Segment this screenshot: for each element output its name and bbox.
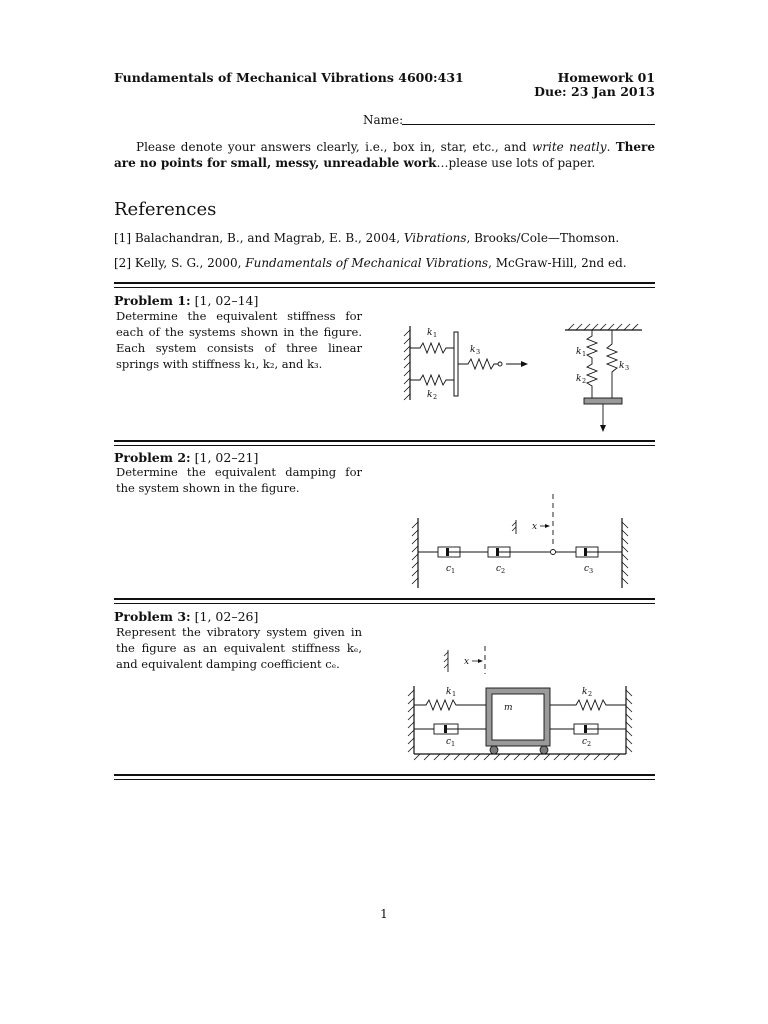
svg-text:1: 1 <box>433 331 438 339</box>
reference-2: [2] Kelly, S. G., 2000, Fundamentals of Mechanical Vibrations, McGraw-Hill, 2nd ed. <box>114 256 627 270</box>
divider <box>114 774 655 776</box>
problem-3-figure <box>400 640 640 765</box>
homework-number: Homework 01 <box>557 70 655 85</box>
k1-label: k <box>427 328 433 338</box>
svg-text:3: 3 <box>625 364 630 372</box>
mass-label: m <box>504 703 513 713</box>
svg-text:2: 2 <box>433 393 438 401</box>
problem-2-title: Problem 2: [1, 02–21] <box>114 450 259 465</box>
problem-1-title: Problem 1: [1, 02–14] <box>114 293 259 308</box>
divider <box>114 445 655 446</box>
problem-1-figure <box>400 318 660 438</box>
divider <box>114 440 655 442</box>
course-title: Fundamentals of Mechanical Vibrations 4600:431 <box>114 70 464 85</box>
divider <box>114 598 655 600</box>
problem-3-text: Represent the vibratory system given in the figure as an equivalent stiffness kₑ, and equivalent damping coefficient cₑ. <box>116 625 362 671</box>
k3-label: k <box>470 345 476 355</box>
k2-label: k <box>427 390 433 400</box>
x-label: x <box>464 657 470 667</box>
svg-text:1: 1 <box>582 350 587 358</box>
c1-label: c <box>446 564 452 574</box>
divider <box>114 282 655 284</box>
svg-text:1: 1 <box>451 740 456 748</box>
svg-text:1: 1 <box>452 690 457 698</box>
problem-3-title: Problem 3: [1, 02–26] <box>114 609 259 624</box>
name-field[interactable] <box>402 124 655 125</box>
k2-label: k <box>576 374 582 384</box>
k2-label: k <box>582 687 588 697</box>
divider <box>114 779 655 780</box>
page-number: 1 <box>380 907 388 921</box>
name-label: Name: <box>363 113 404 127</box>
svg-text:3: 3 <box>589 567 594 575</box>
k3-label: k <box>619 361 625 371</box>
due-date: Due: 23 Jan 2013 <box>534 84 655 99</box>
reference-1: [1] Balachandran, B., and Magrab, E. B., 2004, Vibrations, Brooks/Cole—Thomson. <box>114 231 620 245</box>
problem-1-text: Determine the equivalent stiffness for each of the systems shown in the figure. Each system consists of three linear springs with stiffness k₁, k₂, and k₃. <box>116 309 362 371</box>
svg-text:3: 3 <box>476 348 481 356</box>
x-label: x <box>532 522 538 532</box>
instructions: Please denote your answers clearly, i.e., box in, star, etc., and write neatly. There are no points for small, messy, unreadable work…please use lots of paper. <box>114 140 655 170</box>
svg-text:2: 2 <box>587 740 592 748</box>
problem-2-text: Determine the equivalent damping for the system shown in the figure. <box>116 465 362 495</box>
svg-text:2: 2 <box>582 377 587 385</box>
problem-2-figure <box>400 490 640 595</box>
k1-label: k <box>446 687 452 697</box>
svg-text:2: 2 <box>501 567 506 575</box>
c3-label: c <box>584 564 590 574</box>
svg-text:2: 2 <box>588 690 593 698</box>
svg-text:1: 1 <box>451 567 456 575</box>
divider <box>114 603 655 604</box>
c2-label: c <box>496 564 502 574</box>
c1-label: c <box>446 737 452 747</box>
c2-label: c <box>582 737 588 747</box>
divider <box>114 287 655 288</box>
references-heading: References <box>114 199 217 220</box>
k1-label: k <box>576 347 582 357</box>
